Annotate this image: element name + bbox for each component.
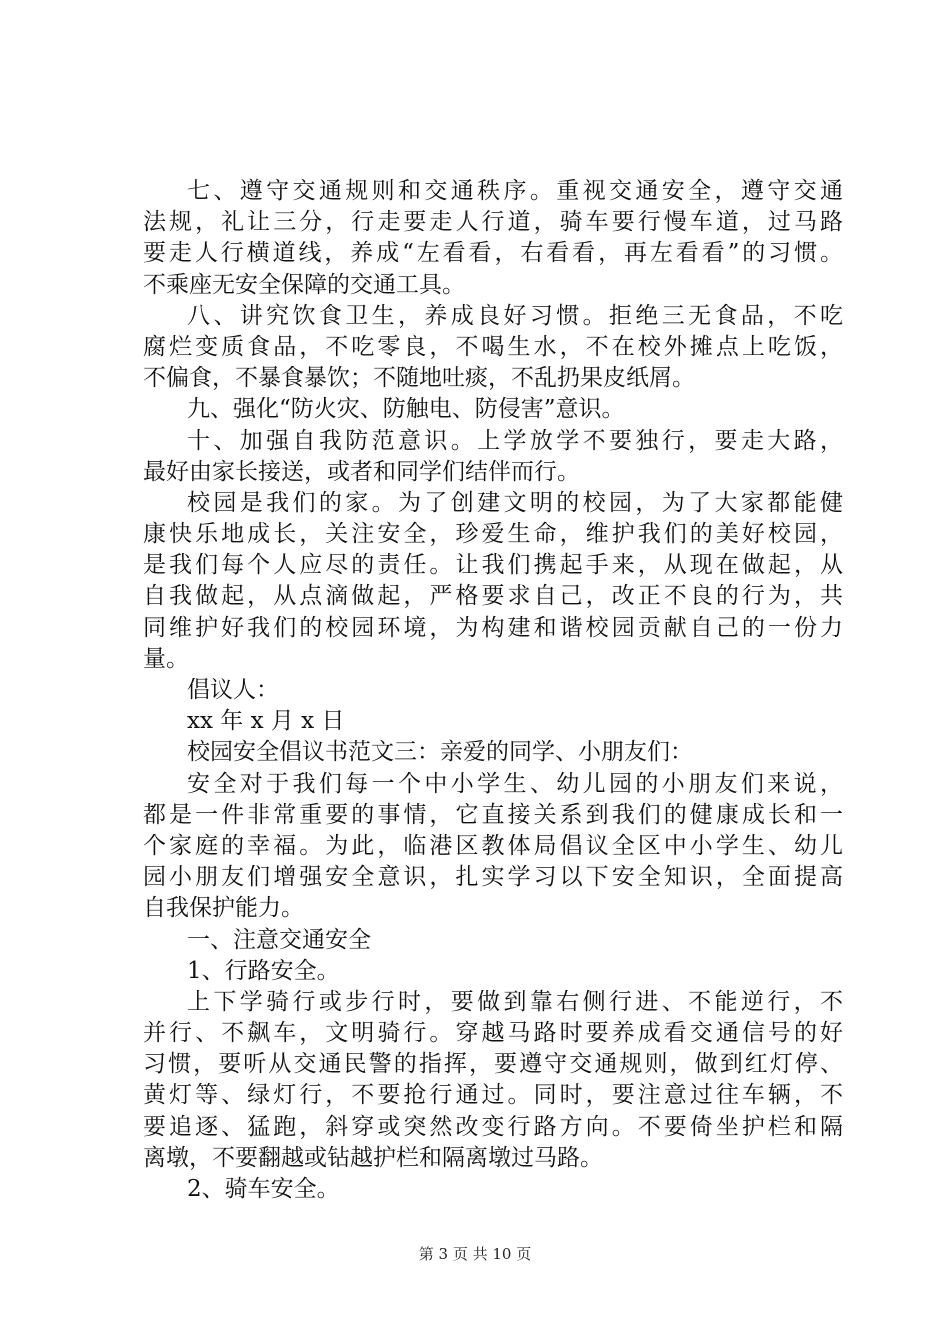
text-line: 校园安全倡议书范文三：亲爱的同学、小朋友们： — [187, 739, 693, 766]
text-line: 1、行路安全。 — [187, 957, 340, 984]
text-line: 离墩，不要翻越或钻越护栏和隔离墩过马路。 — [143, 1144, 603, 1171]
text-line: 倡议人： — [187, 677, 279, 703]
text-line: 九、强化“防火灾、防触电、防侵害”意识。 — [187, 396, 625, 423]
text-line: 腐烂变质食品，不吃零良，不喝生水，不在校外摊点上吃饭， — [143, 333, 843, 360]
text-line: 不偏食，不暴食暴饮；不随地吐痰，不乱扔果皮纸屑。 — [143, 365, 695, 392]
text-line: 十、加强自我防范意识。上学放学不要独行，要走大路， — [187, 427, 843, 454]
text-line: 上下学骑行或步行时，要做到靠右侧行进、不能逆行，不 — [187, 988, 843, 1015]
text-line: xx 年 x 月 x 日 — [187, 708, 345, 735]
text-line: 八、讲究饮食卫生，养成良好习惯。拒绝三无食品，不吃 — [187, 302, 843, 329]
text-line: 个家庭的幸福。为此，临港区教体局倡议全区中小学生、幼儿 — [143, 832, 843, 859]
text-line: 一、注意交通安全 — [187, 926, 371, 953]
text-line: 自我做起，从点滴做起，严格要求自己，改正不良的行为，共 — [143, 583, 843, 610]
text-line: 不乘座无安全保障的交通工具。 — [143, 271, 465, 298]
text-line: 园小朋友们增强安全意识，扎实学习以下安全知识，全面提高 — [143, 864, 843, 891]
text-line: 是我们每个人应尽的责任。让我们携起手来，从现在做起，从 — [143, 552, 843, 579]
document-body — [143, 176, 843, 1205]
text-line: 最好由家长接送，或者和同学们结伴而行。 — [143, 458, 580, 485]
text-line: 量。 — [143, 645, 189, 672]
text-line: 自我保护能力。 — [143, 895, 304, 922]
text-line: 康快乐地成长，关注安全，珍爱生命，维护我们的美好校园， — [143, 521, 843, 548]
text-line: 同维护好我们的校园环境，为构建和谐校园贡献自己的一份力 — [143, 614, 843, 641]
text-line: 黄灯等、绿灯行，不要抢行通过。同时，要注意过往车辆，不 — [143, 1082, 843, 1109]
text-line: 并行、不飙车，文明骑行。穿越马路时要养成看交通信号的好 — [143, 1020, 843, 1047]
text-line: 安全对于我们每一个中小学生、幼儿园的小朋友们来说， — [187, 770, 843, 797]
text-line: 2、骑车安全。 — [187, 1176, 340, 1202]
text-line: 习惯，要听从交通民警的指挥，要遵守交通规则，做到红灯停、 — [143, 1051, 843, 1078]
page-number-footer: 第 3 页 共 10 页 — [418, 1245, 532, 1263]
text-line: 要追逐、猛跑，斜穿或突然改变行路方向。不要倚坐护栏和隔 — [143, 1113, 843, 1140]
text-line: 法规，礼让三分，行走要走人行道，骑车要行慢车道，过马路 — [143, 209, 843, 236]
text-line: 七、遵守交通规则和交通秩序。重视交通安全，遵守交通 — [187, 178, 843, 204]
text-line: 要走人行横道线，养成“左看看，右看看，再左看看”的习惯。 — [143, 240, 843, 267]
text-line: 校园是我们的家。为了创建文明的校园，为了大家都能健 — [187, 489, 843, 516]
text-line: 都是一件非常重要的事情，它直接关系到我们的健康成长和一 — [143, 801, 843, 828]
